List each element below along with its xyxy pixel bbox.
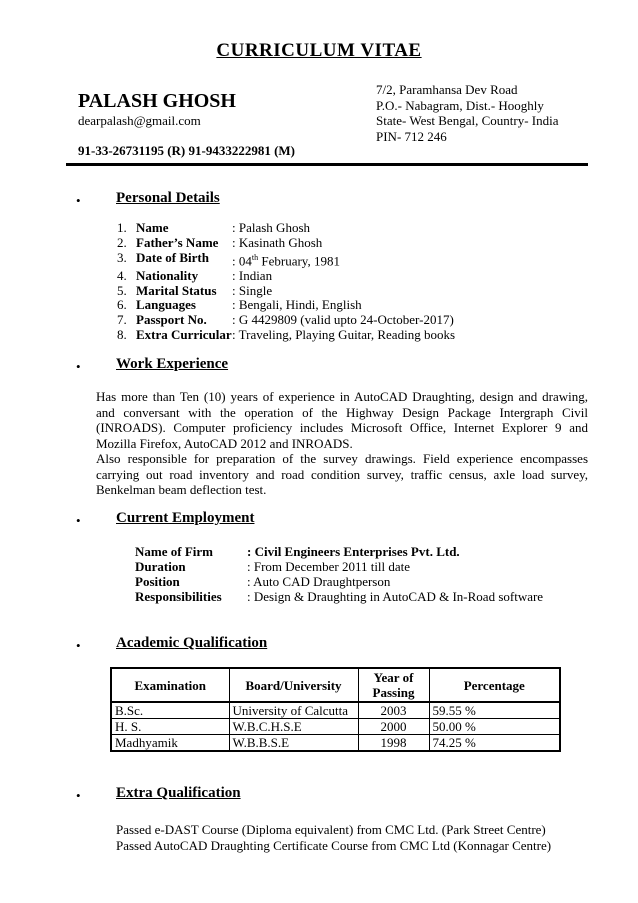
table-cell: 74.25 %: [429, 735, 560, 752]
qualification-line: Passed AutoCAD Draughting Certificate Course from CMC Ltd (Konnagar Centre): [116, 837, 552, 853]
table-cell: H. S.: [111, 719, 229, 735]
table-cell: 1998: [358, 735, 429, 752]
header-divider: [66, 163, 588, 166]
table-cell: University of Calcutta: [229, 702, 358, 719]
extra-qualification-text: [116, 822, 551, 853]
section-heading-extra: Extra Qualification: [116, 785, 241, 801]
table-row: [111, 719, 560, 735]
section-heading-employment: Current Employment: [116, 510, 255, 526]
address-line: State- West Bengal, Country- India: [376, 113, 559, 128]
work-experience-text: [96, 389, 588, 498]
list-item: 1. Name : Palash Ghosh: [117, 220, 310, 235]
table-header-row: [111, 668, 560, 702]
employment-row: Responsibilities : Design & Draughting in AutoCAD & In-Road software: [135, 589, 544, 604]
list-item: 2. Father’s Name : Kasinath Ghosh: [117, 234, 323, 250]
academic-table: [110, 667, 561, 752]
section-heading-academic: Academic Qualification: [116, 635, 268, 651]
section-heading-work: Work Experience: [116, 356, 229, 372]
table-cell: 59.55 %: [429, 702, 560, 719]
postal-address: [376, 82, 558, 144]
column-header: Board/University: [229, 668, 358, 702]
column-header: Percentage: [429, 668, 560, 702]
table-cell: W.B.B.S.E: [229, 735, 358, 752]
employment-row: Name of Firm : Civil Engineers Enterprises Pvt. Ltd.: [135, 544, 460, 559]
phone-numbers: 91-33-26731195 (R) 91-9433222981 (M): [78, 143, 295, 158]
candidate-name: PALASH GHOSH: [78, 90, 236, 112]
table-cell: 50.00 %: [429, 719, 560, 735]
employment-row: Position : Auto CAD Draughtperson: [135, 574, 391, 589]
section-bullet: •: [76, 513, 81, 528]
address-line: PIN- 712 246: [376, 128, 447, 144]
email-address: dearpalash@gmail.com: [78, 113, 201, 128]
table-cell: B.Sc.: [111, 702, 229, 719]
qualification-line: Passed e-DAST Course (Diploma equivalent) from CMC Ltd. (Park Street Centre): [116, 822, 546, 837]
section-bullet: •: [76, 788, 81, 803]
document-title: CURRICULUM VITAE: [216, 40, 422, 61]
table-cell: W.B.C.H.S.E: [229, 719, 358, 735]
section-heading-personal: Personal Details: [116, 190, 220, 206]
employment-details: [135, 544, 543, 604]
section-bullet: •: [76, 638, 81, 653]
column-header: Year of Passing: [358, 668, 429, 702]
list-item: 7. Passport No. : G 4429809 (valid upto 24-October-2017): [117, 312, 454, 328]
employment-row: Duration : From December 2011 till date: [135, 559, 411, 574]
list-item: 3. Date of Birth : 04th February, 1981: [117, 249, 340, 268]
paragraph: Also responsible for preparation of the survey drawings. Field experience encompasses carrying out road inventory and road condition survey, traffic census, axle load survey, Benkelman beam deflection test.: [96, 451, 588, 497]
column-header: Examination: [111, 668, 229, 702]
table-row: [111, 702, 560, 719]
list-item: 5. Marital Status : Single: [117, 282, 273, 298]
personal-details-list: [117, 221, 455, 343]
table-cell: Madhyamik: [111, 735, 229, 752]
list-item: 6. Languages : Bengali, Hindi, English: [117, 297, 362, 313]
address-line: 7/2, Paramhansa Dev Road: [376, 82, 518, 97]
list-item: 8. Extra Curricular : Traveling, Playing Guitar, Reading books: [117, 326, 455, 342]
table-row: [111, 735, 560, 752]
section-bullet: •: [76, 359, 81, 374]
paragraph: Has more than Ten (10) years of experience in AutoCAD Draughting, design and drawing, and conversant with the operation of the Highway Design Package Intergraph Civil (INROADS). Computer proficiency includes Microsoft Office, Internet Explorer 9 and Mozilla Firefox, AutoCAD 2012 and INROADS.: [96, 389, 588, 451]
address-line: P.O.- Nabagram, Dist.- Hooghly: [376, 97, 544, 113]
table-cell: 2000: [358, 719, 429, 735]
section-bullet: •: [76, 193, 81, 208]
list-item: 4. Nationality : Indian: [117, 267, 273, 283]
table-cell: 2003: [358, 702, 429, 719]
